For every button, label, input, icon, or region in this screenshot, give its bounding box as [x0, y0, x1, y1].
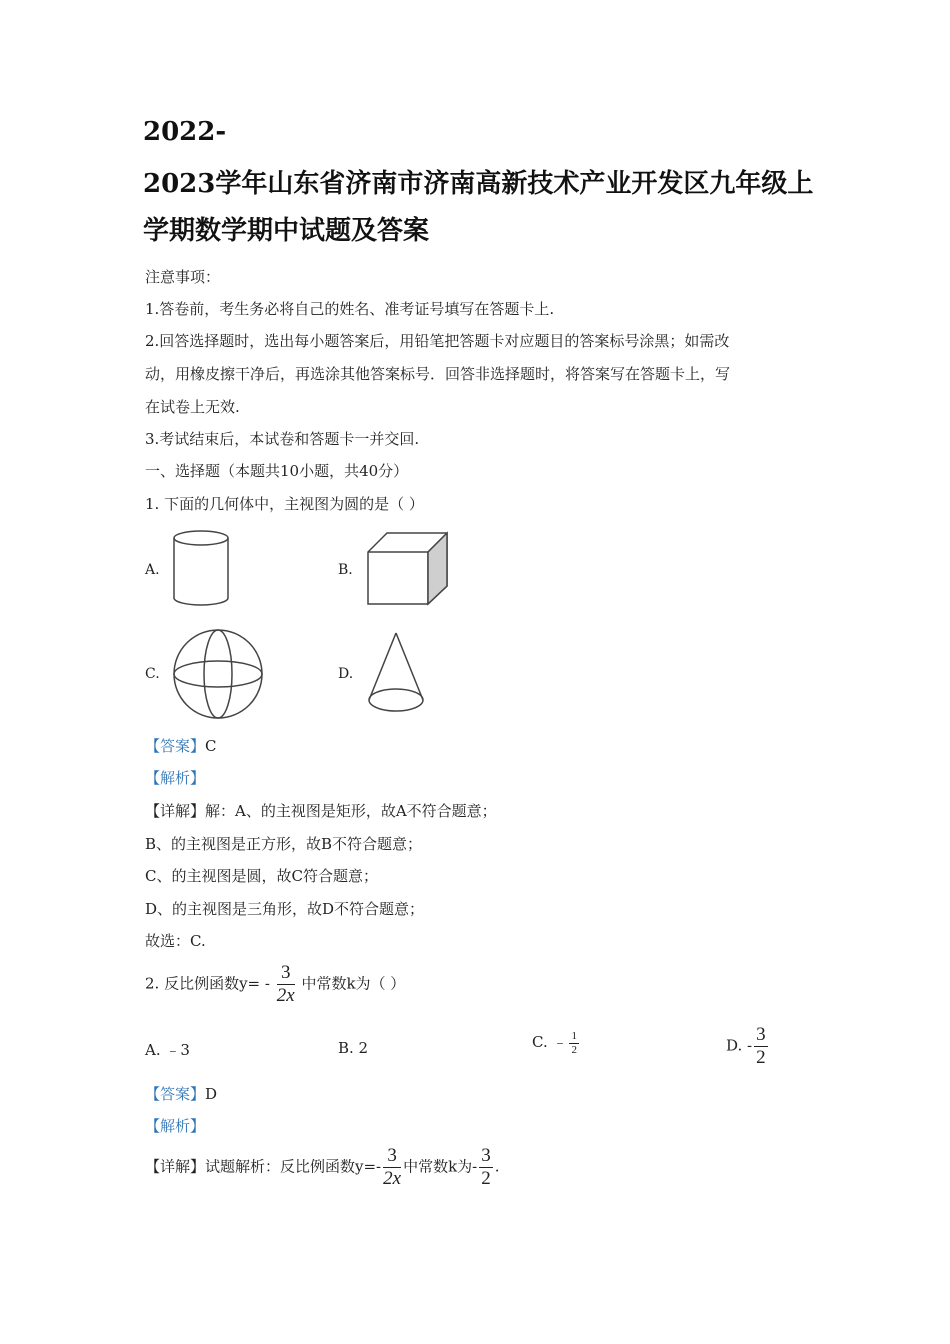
q1-option-c-label: C.	[145, 666, 160, 682]
cylinder-figure	[170, 528, 232, 610]
notice-item-2-cont: 动，用橡皮擦干净后，再选涂其他答案标号．回答非选择题时，将答案写在答题卡上，写	[145, 365, 731, 383]
sphere-figure	[170, 626, 266, 722]
q1-detail-line-d: D、的主视图是三角形，故D不符合题意；	[145, 900, 425, 918]
doc-title-line-1: 2022-	[143, 117, 227, 147]
notice-item-2-end: 在试卷上无效.	[145, 398, 240, 416]
q2-option-d: D. - $\frac{3}{2}$	[726, 1024, 766, 1068]
q2-answer: 【答案】D	[145, 1085, 218, 1103]
notice-heading: 注意事项：	[145, 268, 221, 286]
q1-detail-line-b: B、的主视图是正方形，故B不符合题意；	[145, 835, 423, 853]
q1-stem: 1. 下面的几何体中，主视图为圆的是（ ）	[145, 495, 424, 513]
notice-item-3: 3.考试结束后，本试卷和答题卡一并交回.	[145, 430, 420, 448]
q2-option-c: C. ﹣ $\frac{1}{2}$	[532, 1030, 577, 1056]
q1-answer: 【答案】C	[145, 737, 217, 755]
q2-analysis: 【解析】	[145, 1117, 206, 1135]
q1-option-d-label: D.	[338, 666, 354, 682]
q1-detail: 【详解】解：A、的主视图是矩形，故A不符合题意；	[145, 802, 497, 820]
q1-option-a-label: A.	[145, 562, 160, 578]
cube-figure	[365, 530, 451, 606]
cone-figure	[364, 630, 428, 716]
section-heading: 一、选择题（本题共10小题，共40分）	[145, 462, 409, 480]
q2-fraction: $\frac{3}{2x}$	[276, 962, 295, 1006]
q1-option-b-label: B.	[338, 562, 353, 578]
q1-conclusion: 故选：C.	[145, 932, 206, 950]
notice-item-2: 2.回答选择题时，选出每小题答案后，用铅笔把答题卡对应题目的答案标号涂黑；如需改	[145, 332, 730, 350]
notice-item-1: 1.答卷前，考生务必将自己的姓名、准考证号填写在答题卡上.	[145, 300, 555, 318]
q2-option-b: B. 2	[338, 1039, 369, 1057]
q2-option-a: A. ﹣3	[145, 1041, 190, 1059]
doc-title-line-3: 学期数学期中试题及答案	[143, 216, 430, 246]
q2-stem: 2. 反比例函数y= - $\frac{3}{2x}$ 中常数k为（ ）	[145, 962, 406, 1006]
doc-title-line-2: 2023学年山东省济南市济南高新技术产业开发区九年级上	[143, 169, 814, 199]
q1-detail-line-c: C、的主视图是圆，故C符合题意；	[145, 867, 378, 885]
q1-analysis: 【解析】	[145, 769, 206, 787]
q2-detail: 【详解】试题解析：反比例函数y=- $\frac{3}{2x}$ 中常数k为- $\frac{3}{2}$ .	[145, 1145, 500, 1189]
